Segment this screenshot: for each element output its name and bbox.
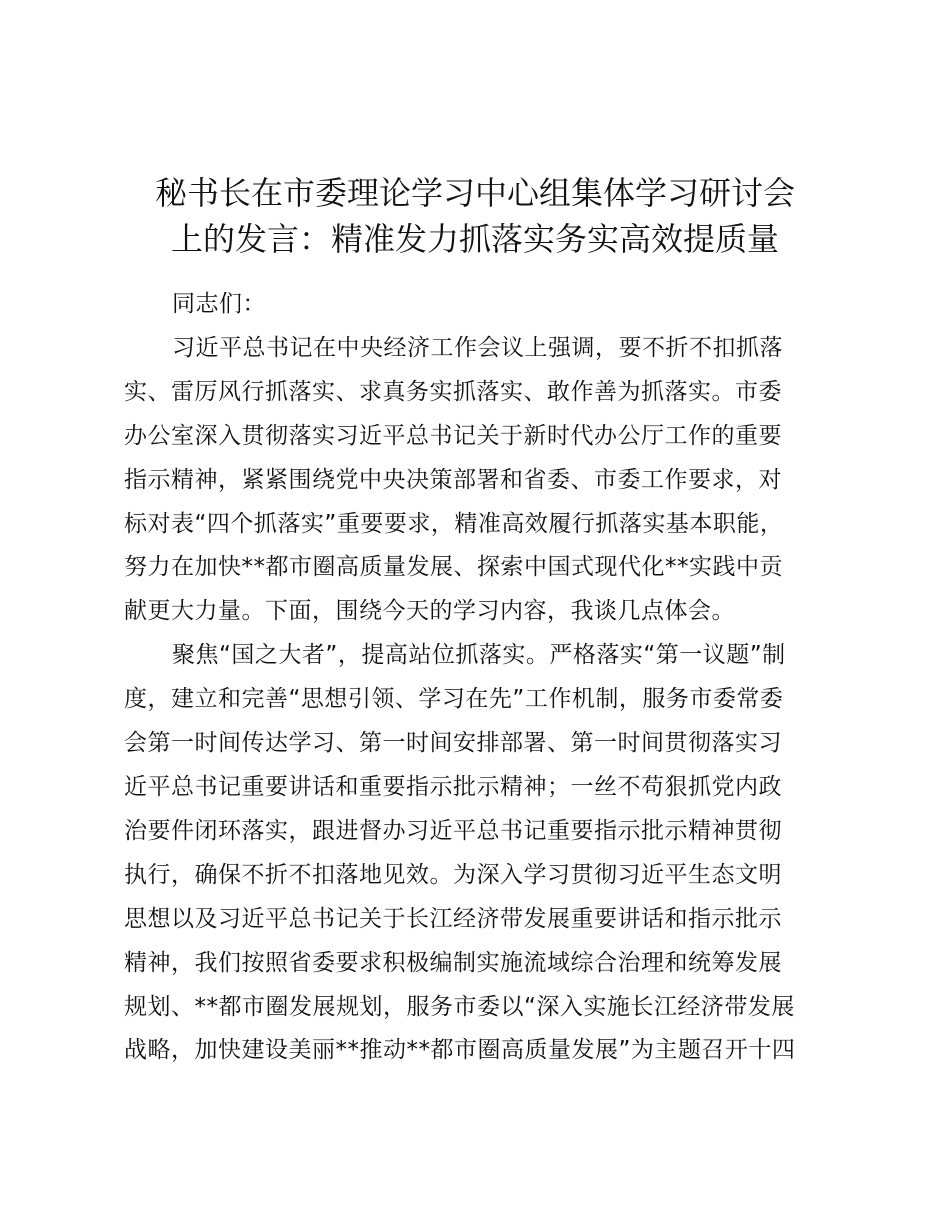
salutation-paragraph [124,283,836,327]
paragraph-line: 努力在加快**都市圈高质量发展、探索中国式现代化**实践中贡 [124,554,783,581]
paragraph-line: 办公室深入贯彻落实习近平总书记关于新时代办公厅工作的重要 [124,422,782,449]
paragraph-line: 会第一时间传达学习、第一时间安排部署、第一时间贯彻落实习 [124,730,782,757]
paragraph-line: 战略，加快建设美丽**推动**都市圈高质量发展”为主题召开十四 [124,1037,796,1064]
paragraph-line: 标对表“四个抓落实”重要要求，精准高效履行抓落实基本职能， [124,510,784,537]
paragraph-line: 实、雷厉风行抓落实、求真务实抓落实、敢作善为抓落实。市委 [124,378,782,405]
document-body [124,283,836,1073]
paragraph-line: 近平总书记重要讲话和重要指示批示精神；一丝不苟狠抓党内政 [124,773,782,800]
paragraph-line: 思想以及习近平总书记关于长江经济带发展重要讲话和指示批示 [124,905,782,932]
paragraph-1 [124,327,836,634]
document-title [110,170,840,262]
paragraph-line: 精神，我们按照省委要求积极编制实施流域综合治理和统筹发展 [124,949,782,976]
salutation: 同志们： [172,291,266,317]
paragraph-line: 献更大力量。下面，围绕今天的学习内容，我谈几点体会。 [124,598,735,625]
paragraph-line: 习近平总书记在中央经济工作会议上强调，要不折不扣抓落 [172,334,783,361]
paragraph-line: 治要件闭环落实，跟进督办习近平总书记重要指示批示精神贯彻 [124,817,782,844]
title-line-2: 上的发言：精准发力抓落实务实高效提质量 [170,220,779,258]
paragraph-line: 度，建立和完善“思想引领、学习在先”工作机制，服务市委常委 [124,686,784,713]
paragraph-line: 聚焦“国之大者”，提高站位抓落实。严格落实“第一议题”制 [172,642,786,669]
paragraph-line: 规划、**都市圈发展规划，服务市委以“深入实施长江经济带发展 [124,993,795,1020]
title-line-1: 秘书长在市委理论学习中心组集体学习研讨会 [154,174,795,212]
paragraph-2 [124,634,836,1073]
paragraph-line: 执行，确保不折不扣落地见效。为深入学习贯彻习近平生态文明 [124,861,782,888]
paragraph-line: 指示精神，紧紧围绕党中央决策部署和省委、市委工作要求，对 [124,466,782,493]
